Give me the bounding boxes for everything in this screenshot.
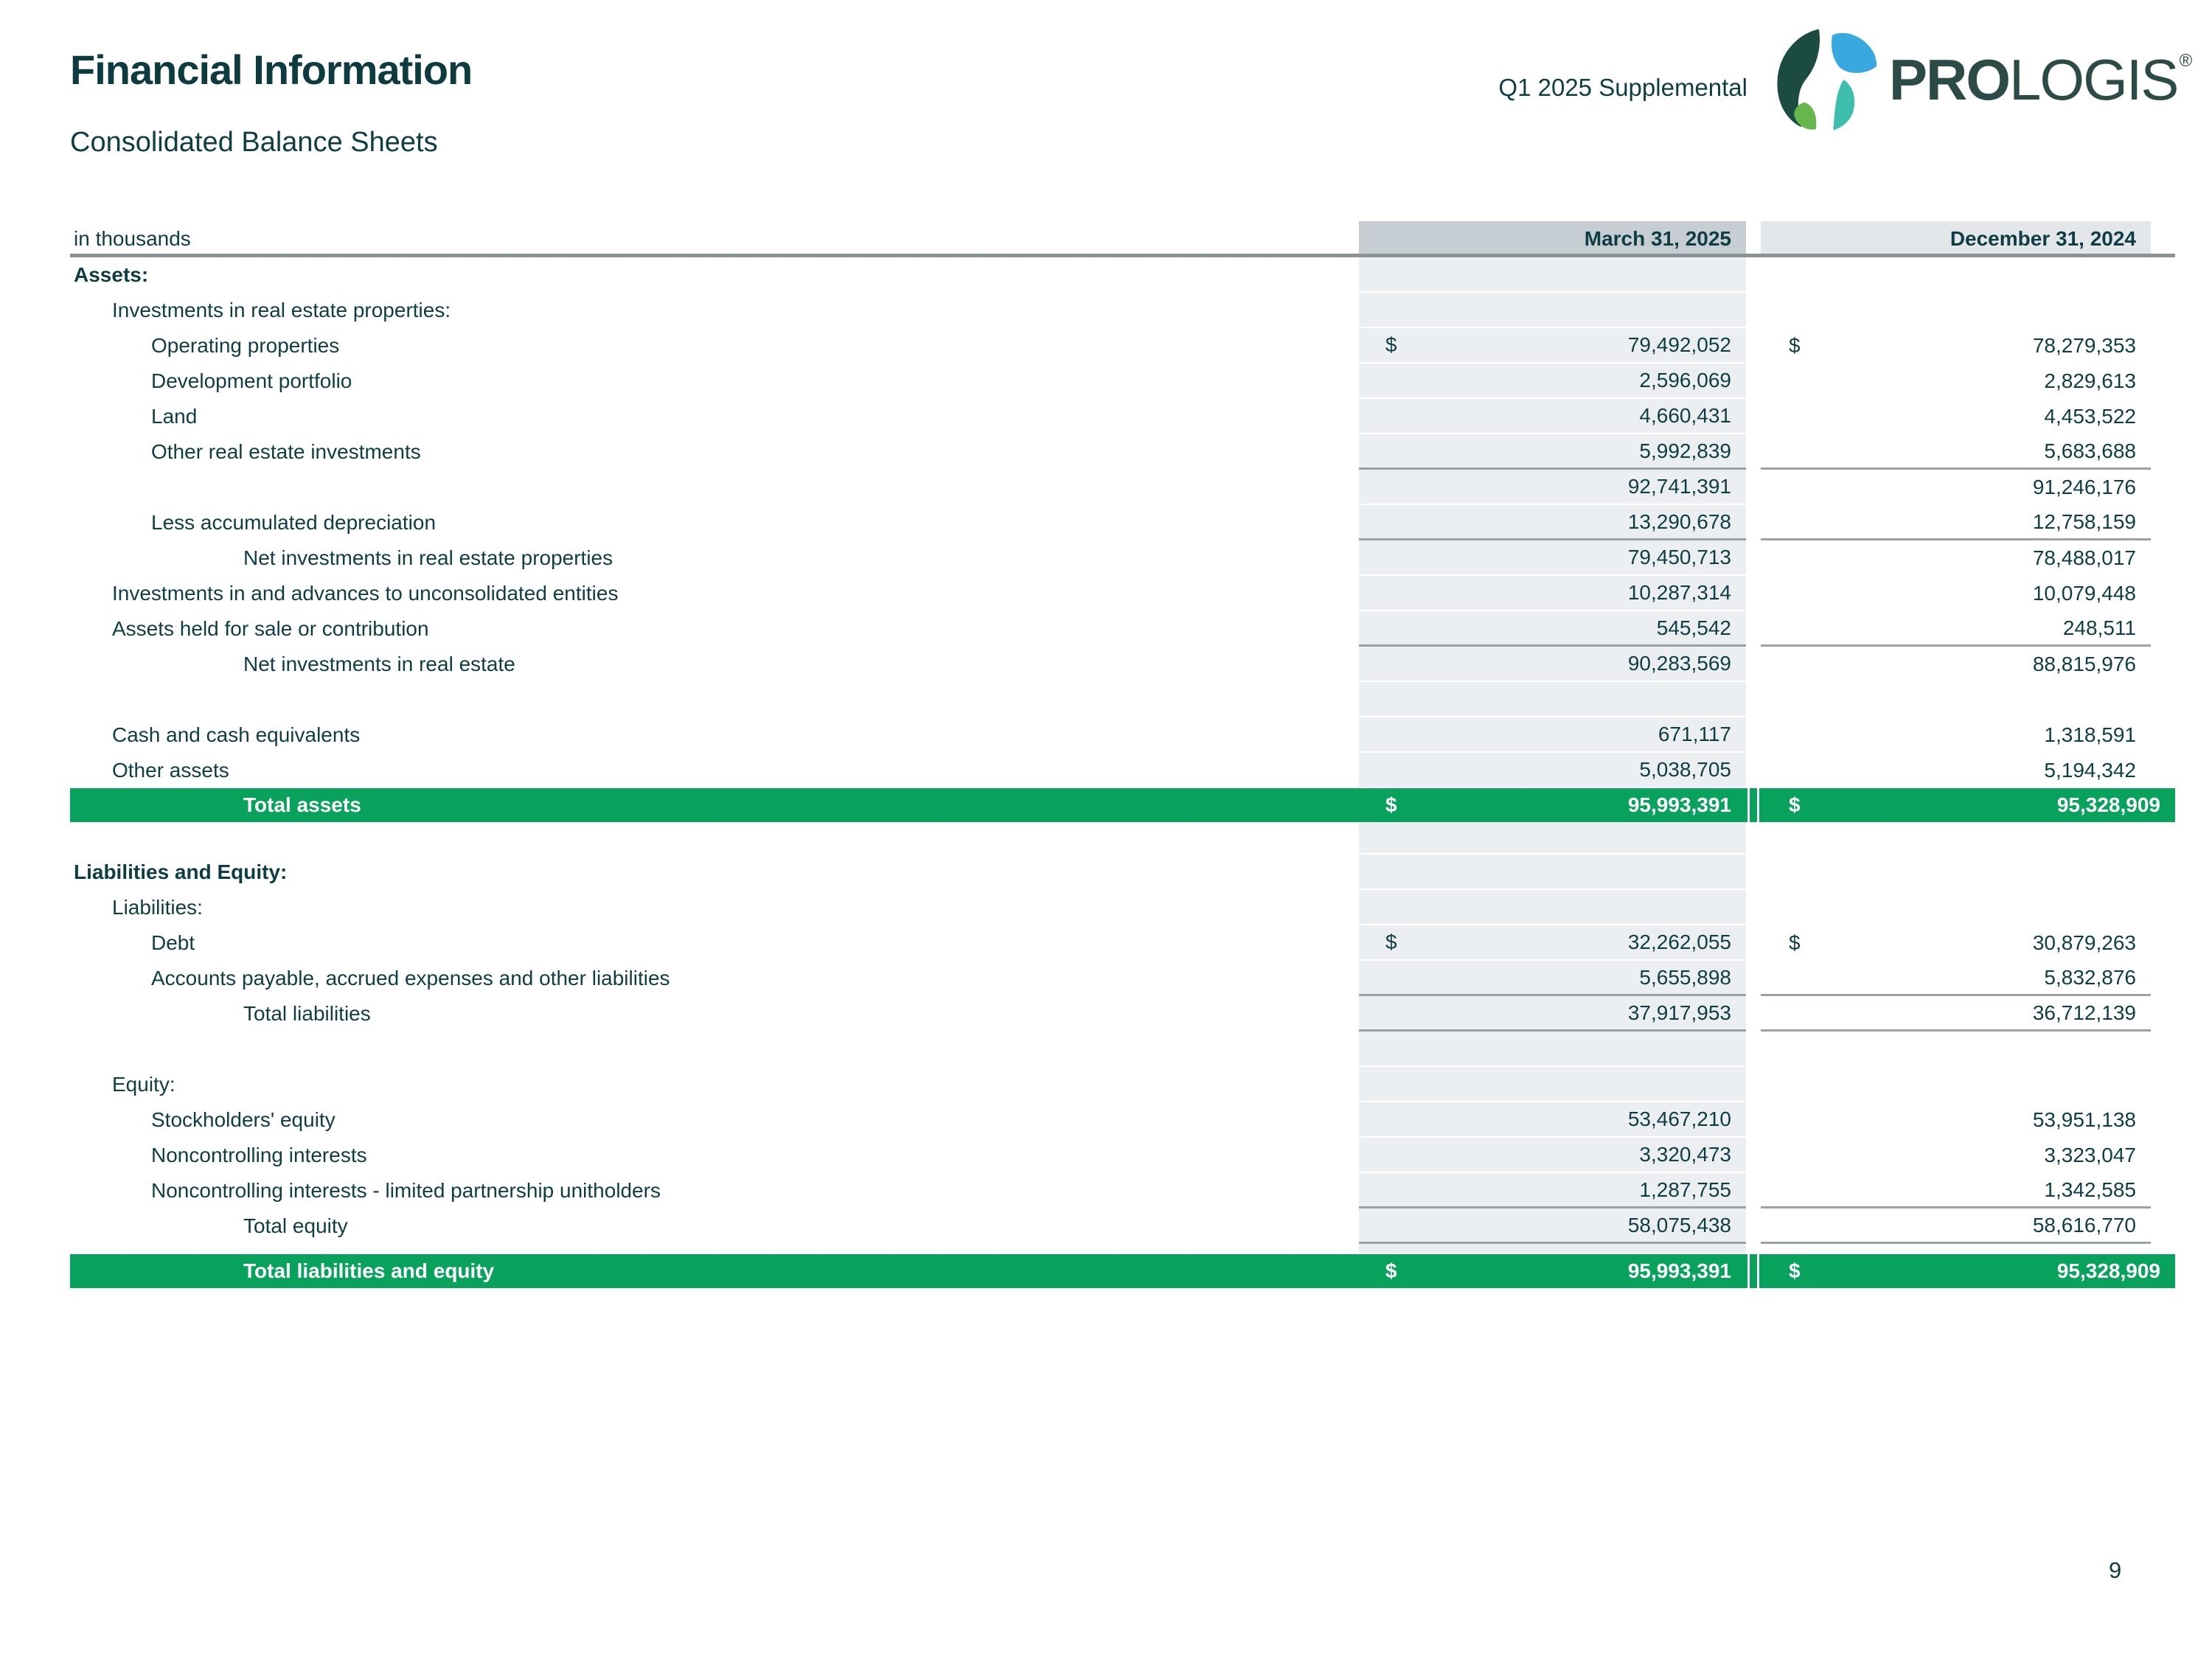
december-value-cell xyxy=(1761,788,2175,822)
column-gap xyxy=(1746,855,1761,890)
table-row xyxy=(70,961,2175,996)
march-value: 53,467,210 xyxy=(1627,1107,1731,1130)
prologis-logo xyxy=(1775,28,2189,131)
march-value: 79,492,052 xyxy=(1627,333,1731,356)
row-label-cell xyxy=(70,717,1359,753)
table-header-row xyxy=(70,221,2175,254)
row-label-cell xyxy=(70,753,1359,788)
row-label-cell xyxy=(70,257,1359,293)
column-gap xyxy=(1746,1254,1761,1288)
row-label-cell xyxy=(70,1138,1359,1173)
row-label-cell xyxy=(70,890,1359,925)
table-right-margin xyxy=(2151,1244,2175,1254)
table-row xyxy=(70,682,2175,717)
row-label-cell xyxy=(70,399,1359,434)
december-value: 12,758,159 xyxy=(2032,509,2136,533)
table-row xyxy=(70,925,2175,961)
column-gap xyxy=(1746,822,1761,855)
december-value-cell xyxy=(1761,1208,2151,1244)
table-right-margin xyxy=(2151,822,2175,855)
row-label: Total assets xyxy=(243,793,361,816)
column-gap xyxy=(1746,399,1761,434)
page-title: Financial Information xyxy=(70,46,473,93)
row-label: Net investments in real estate xyxy=(243,653,515,675)
table-right-margin xyxy=(2151,576,2175,611)
currency-symbol: $ xyxy=(1385,333,1397,356)
march-value: 10,287,314 xyxy=(1627,581,1731,604)
table-row xyxy=(70,1254,2175,1288)
row-label-cell xyxy=(70,1254,1359,1288)
row-label: Assets: xyxy=(74,263,149,286)
table-row xyxy=(70,753,2175,788)
row-label: Liabilities: xyxy=(112,896,203,919)
march-value: 5,655,898 xyxy=(1639,965,1731,989)
column-gap xyxy=(1746,470,1761,505)
table-right-margin xyxy=(2151,961,2175,996)
column-gap xyxy=(1746,257,1761,293)
march-value: 2,596,069 xyxy=(1639,369,1731,392)
page-number: 9 xyxy=(2109,1557,2122,1583)
december-value: 88,815,976 xyxy=(2032,653,2136,675)
table-right-margin xyxy=(2151,257,2175,293)
currency-symbol: $ xyxy=(1789,1259,1801,1282)
december-value-cell xyxy=(1761,682,2151,717)
table-row xyxy=(70,505,2175,540)
row-label: Other real estate investments xyxy=(151,440,421,463)
december-value-cell xyxy=(1761,328,2151,364)
march-value-cell xyxy=(1359,434,1746,470)
row-label-cell xyxy=(70,328,1359,364)
december-value: 95,328,909 xyxy=(2056,1259,2160,1282)
march-value-cell xyxy=(1359,925,1746,961)
table-right-margin xyxy=(2151,364,2175,399)
row-label-cell xyxy=(70,470,1359,505)
row-label-cell xyxy=(70,647,1359,682)
december-value: 1,342,585 xyxy=(2044,1178,2136,1201)
row-label-cell xyxy=(70,1067,1359,1102)
march-value: 3,320,473 xyxy=(1639,1143,1731,1166)
table-row xyxy=(70,647,2175,682)
december-value-cell xyxy=(1761,576,2151,611)
currency-symbol: $ xyxy=(1789,931,1801,954)
december-value-cell xyxy=(1761,470,2151,505)
table-row xyxy=(70,434,2175,470)
row-label: Stockholders' equity xyxy=(151,1108,335,1131)
table-right-margin xyxy=(2151,682,2175,717)
december-value: 2,829,613 xyxy=(2044,369,2136,392)
march-value-cell xyxy=(1359,1244,1746,1254)
table-right-margin xyxy=(2151,925,2175,961)
table-row xyxy=(70,576,2175,611)
column-gap xyxy=(1746,1138,1761,1173)
table-right-margin xyxy=(2151,470,2175,505)
column-gap xyxy=(1746,328,1761,364)
march-value: 545,542 xyxy=(1656,616,1731,639)
table-row xyxy=(70,399,2175,434)
column-gap xyxy=(1746,221,1761,254)
column-gap xyxy=(1746,961,1761,996)
march-value: 5,038,705 xyxy=(1639,758,1731,781)
supplemental-label: Q1 2025 Supplemental xyxy=(1498,74,1747,101)
row-label-cell xyxy=(70,822,1359,855)
march-value-cell xyxy=(1359,822,1746,855)
prologis-wordmark xyxy=(1889,46,2189,114)
row-label: Total liabilities xyxy=(243,1002,371,1025)
december-value-cell xyxy=(1761,890,2151,925)
row-label: Net investments in real estate properties xyxy=(243,546,613,569)
table-row xyxy=(70,717,2175,753)
column-gap xyxy=(1746,996,1761,1032)
table-right-margin xyxy=(2151,611,2175,647)
march-value-cell xyxy=(1359,647,1746,682)
row-label-cell xyxy=(70,788,1359,822)
row-label-cell xyxy=(70,1102,1359,1138)
column-gap xyxy=(1746,611,1761,647)
table-right-margin xyxy=(2151,855,2175,890)
column-gap xyxy=(1746,434,1761,470)
december-value-cell xyxy=(1761,1067,2151,1102)
row-label: Noncontrolling interests - limited partnership unitholders xyxy=(151,1179,661,1202)
unit-note-cell xyxy=(70,221,1359,254)
row-label: Equity: xyxy=(112,1073,175,1096)
column-gap xyxy=(1746,682,1761,717)
march-value-cell xyxy=(1359,1067,1746,1102)
december-value-cell xyxy=(1761,717,2151,753)
column-gap xyxy=(1746,1102,1761,1138)
table-row xyxy=(70,328,2175,364)
december-value: 4,453,522 xyxy=(2044,405,2136,428)
table-right-margin xyxy=(2151,996,2175,1032)
currency-symbol: $ xyxy=(1789,334,1801,357)
wordmark-bold: PRO xyxy=(1889,46,2010,112)
table-right-margin xyxy=(2151,1173,2175,1208)
march-value-cell xyxy=(1359,1173,1746,1208)
column-gap xyxy=(1746,1208,1761,1244)
march-value-cell xyxy=(1359,1138,1746,1173)
december-value: 1,318,591 xyxy=(2044,723,2136,746)
march-value-cell xyxy=(1359,1032,1746,1067)
december-value-cell xyxy=(1761,1032,2151,1067)
march-value-cell xyxy=(1359,996,1746,1032)
row-label-cell xyxy=(70,364,1359,399)
row-label: Other assets xyxy=(112,759,229,782)
row-label: Land xyxy=(151,405,198,428)
row-label-cell xyxy=(70,925,1359,961)
table-row xyxy=(70,1208,2175,1244)
row-label-cell xyxy=(70,293,1359,328)
march-value-cell xyxy=(1359,470,1746,505)
column-gap xyxy=(1746,540,1761,576)
march-value-cell xyxy=(1359,364,1746,399)
table-right-margin xyxy=(2151,890,2175,925)
december-value-cell xyxy=(1761,1254,2175,1288)
table-row xyxy=(70,1102,2175,1138)
march-value: 1,287,755 xyxy=(1639,1178,1731,1201)
row-label: Total equity xyxy=(243,1214,348,1237)
row-label-cell xyxy=(70,961,1359,996)
row-label-cell xyxy=(70,996,1359,1032)
march-value-cell xyxy=(1359,788,1746,822)
march-value: 671,117 xyxy=(1658,723,1731,745)
december-value-cell xyxy=(1761,1102,2151,1138)
december-value-cell xyxy=(1761,855,2151,890)
december-value-cell xyxy=(1761,1244,2151,1254)
march-value-cell xyxy=(1359,961,1746,996)
table-row xyxy=(70,540,2175,576)
column-gap xyxy=(1746,1173,1761,1208)
column-gap xyxy=(1746,1032,1761,1067)
march-value-cell xyxy=(1359,611,1746,647)
row-label: Total liabilities and equity xyxy=(243,1259,495,1282)
column-gap xyxy=(1746,890,1761,925)
table-row xyxy=(70,470,2175,505)
table-row xyxy=(70,822,2175,855)
table-right-margin xyxy=(2151,434,2175,470)
row-label-cell xyxy=(70,540,1359,576)
row-label-cell xyxy=(70,682,1359,717)
december-value: 91,246,176 xyxy=(2032,476,2136,498)
column-gap xyxy=(1746,717,1761,753)
december-value-cell xyxy=(1761,961,2151,996)
december-value: 78,279,353 xyxy=(2032,334,2136,357)
table-right-margin xyxy=(2151,1208,2175,1244)
table-right-margin xyxy=(2151,1067,2175,1102)
december-value: 10,079,448 xyxy=(2032,582,2136,605)
table-right-margin xyxy=(2151,399,2175,434)
march-value-cell xyxy=(1359,1208,1746,1244)
balance-sheet-table xyxy=(70,221,2175,1288)
table-right-margin xyxy=(2151,540,2175,576)
december-value: 95,328,909 xyxy=(2056,793,2160,816)
december-value: 5,683,688 xyxy=(2044,439,2136,462)
december-value: 36,712,139 xyxy=(2032,1001,2136,1024)
column-gap xyxy=(1746,576,1761,611)
march-value-cell xyxy=(1359,328,1746,364)
currency-symbol: $ xyxy=(1789,793,1801,816)
column-header-december xyxy=(1761,221,2151,254)
row-label-cell xyxy=(70,855,1359,890)
table-row xyxy=(70,1244,2175,1254)
column-header-december-label: December 31, 2024 xyxy=(1950,227,2136,250)
column-gap xyxy=(1746,1244,1761,1254)
december-value-cell xyxy=(1761,1138,2151,1173)
row-label: Debt xyxy=(151,931,195,954)
page-subtitle: Consolidated Balance Sheets xyxy=(70,127,438,158)
row-label-cell xyxy=(70,505,1359,540)
row-label-cell xyxy=(70,1032,1359,1067)
december-value-cell xyxy=(1761,434,2151,470)
december-value-cell xyxy=(1761,996,2151,1032)
december-value: 58,616,770 xyxy=(2032,1213,2136,1237)
march-value-cell xyxy=(1359,540,1746,576)
march-value: 92,741,391 xyxy=(1627,475,1731,498)
row-label: Assets held for sale or contribution xyxy=(112,617,429,640)
column-gap xyxy=(1746,1067,1761,1102)
table-right-margin xyxy=(2151,221,2175,254)
table-right-margin xyxy=(2151,1032,2175,1067)
column-gap xyxy=(1746,647,1761,682)
column-header-march-label: March 31, 2025 xyxy=(1584,227,1731,250)
march-value-cell xyxy=(1359,682,1746,717)
december-value-cell xyxy=(1761,1173,2151,1208)
row-label: Less accumulated depreciation xyxy=(151,511,437,534)
table-row xyxy=(70,890,2175,925)
december-value-cell xyxy=(1761,925,2151,961)
december-value-cell xyxy=(1761,505,2151,540)
december-value-cell xyxy=(1761,364,2151,399)
march-value: 13,290,678 xyxy=(1627,509,1731,533)
registered-mark: ® xyxy=(2179,50,2191,71)
march-value-cell xyxy=(1359,753,1746,788)
december-value: 5,832,876 xyxy=(2044,965,2136,989)
december-value-cell xyxy=(1761,753,2151,788)
march-value-cell xyxy=(1359,505,1746,540)
table-right-margin xyxy=(2151,753,2175,788)
march-value: 79,450,713 xyxy=(1627,546,1731,568)
row-label: Development portfolio xyxy=(151,369,352,392)
table-right-margin xyxy=(2151,647,2175,682)
table-right-margin xyxy=(2151,1138,2175,1173)
table-right-margin xyxy=(2151,1102,2175,1138)
december-value: 3,323,047 xyxy=(2044,1144,2136,1166)
table-row xyxy=(70,855,2175,890)
row-label: Investments in and advances to unconsolidated entities xyxy=(112,582,619,605)
row-label: Investments in real estate properties: xyxy=(112,299,451,321)
december-value: 30,879,263 xyxy=(2032,931,2136,954)
currency-symbol: $ xyxy=(1385,1259,1397,1282)
december-value-cell xyxy=(1761,257,2151,293)
table-row xyxy=(70,1032,2175,1067)
table-body xyxy=(70,257,2175,1288)
table-row xyxy=(70,996,2175,1032)
table-right-margin xyxy=(2151,505,2175,540)
december-value-cell xyxy=(1761,611,2151,647)
row-label: Operating properties xyxy=(151,334,340,357)
december-value-cell xyxy=(1761,647,2151,682)
table-row xyxy=(70,1173,2175,1208)
table-row xyxy=(70,293,2175,328)
march-value: 32,262,055 xyxy=(1627,931,1731,953)
wordmark-regular: LOGIS xyxy=(2009,46,2178,112)
column-gap xyxy=(1746,925,1761,961)
march-value: 58,075,438 xyxy=(1627,1213,1731,1237)
column-gap xyxy=(1746,753,1761,788)
march-value-cell xyxy=(1359,576,1746,611)
december-value-cell xyxy=(1761,293,2151,328)
row-label-cell xyxy=(70,576,1359,611)
row-label: Accounts payable, accrued expenses and other liabilities xyxy=(151,967,670,990)
december-value-cell xyxy=(1761,822,2151,855)
table-row xyxy=(70,611,2175,647)
unit-note: in thousands xyxy=(74,227,191,250)
march-value-cell xyxy=(1359,399,1746,434)
march-value-cell xyxy=(1359,1102,1746,1138)
row-label: Liabilities and Equity: xyxy=(74,860,288,883)
december-value: 5,194,342 xyxy=(2044,759,2136,782)
march-value-cell xyxy=(1359,1254,1746,1288)
december-value-cell xyxy=(1761,399,2151,434)
march-value: 90,283,569 xyxy=(1627,652,1731,675)
prologis-globe-icon xyxy=(1775,28,1879,131)
table-right-margin xyxy=(2151,717,2175,753)
column-gap xyxy=(1746,505,1761,540)
table-right-margin xyxy=(2151,293,2175,328)
december-value-cell xyxy=(1761,540,2151,576)
march-value-cell xyxy=(1359,890,1746,925)
march-value: 4,660,431 xyxy=(1639,404,1731,427)
row-label-cell xyxy=(70,434,1359,470)
december-value: 78,488,017 xyxy=(2032,546,2136,569)
table-row xyxy=(70,1067,2175,1102)
table-row xyxy=(70,1138,2175,1173)
row-label: Cash and cash equivalents xyxy=(112,723,361,746)
march-value: 5,992,839 xyxy=(1639,439,1731,462)
march-value-cell xyxy=(1359,293,1746,328)
currency-symbol: $ xyxy=(1385,931,1397,953)
december-value: 248,511 xyxy=(2062,616,2136,639)
march-value: 37,917,953 xyxy=(1627,1001,1731,1024)
column-gap xyxy=(1746,364,1761,399)
column-gap xyxy=(1746,788,1761,822)
march-value-cell xyxy=(1359,855,1746,890)
row-label: Noncontrolling interests xyxy=(151,1144,367,1166)
march-value: 95,993,391 xyxy=(1627,793,1731,816)
currency-symbol: $ xyxy=(1385,793,1397,816)
row-label-cell xyxy=(70,1173,1359,1208)
column-header-march xyxy=(1359,221,1746,254)
row-label-cell xyxy=(70,1244,1359,1254)
december-value: 53,951,138 xyxy=(2032,1108,2136,1131)
march-value-cell xyxy=(1359,717,1746,753)
row-label-cell xyxy=(70,611,1359,647)
row-label-cell xyxy=(70,1208,1359,1244)
table-row xyxy=(70,788,2175,822)
table-right-margin xyxy=(2151,328,2175,364)
march-value: 95,993,391 xyxy=(1627,1259,1731,1282)
table-row xyxy=(70,257,2175,293)
column-gap xyxy=(1746,293,1761,328)
table-row xyxy=(70,364,2175,399)
march-value-cell xyxy=(1359,257,1746,293)
